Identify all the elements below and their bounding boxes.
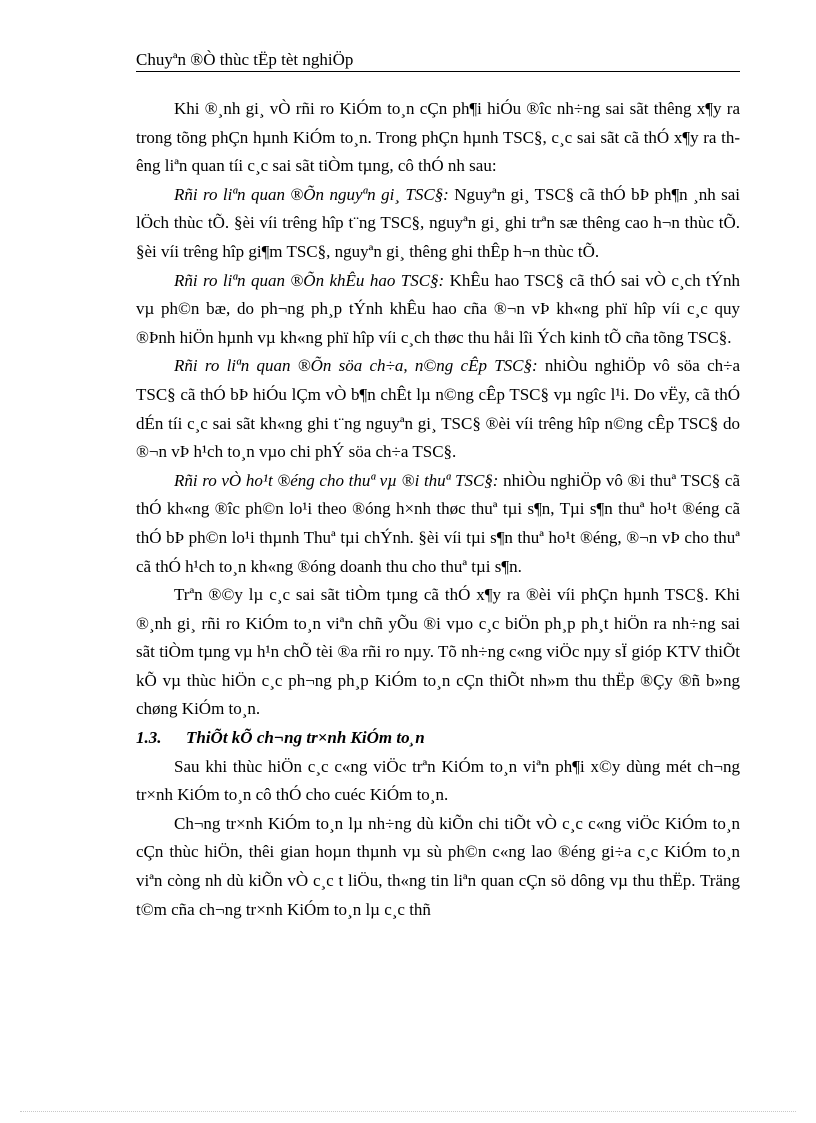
section-paragraph-2 [136,810,740,924]
header-divider [136,71,740,72]
section-number: 1.3. [136,728,162,748]
body-paragraph-risk-repair-upgrade [136,352,740,466]
paragraph-text: Trªn ®©y lµ c¸c sai sãt tiÒm tµng cã thÓ x¶y ra ®èi víi phÇn hµnh TSC§. Khi ®¸nh gi¸ rñi ro KiÓm to¸n viªn chñ yÕu ®i vµo c¸c biÖn ph¸p ph¸t hiÖn ra nh÷ng sai sãt tiÒm tµng vµ h¹n chÕ tèi ®a rñi ro nµy. Tõ nh÷ng c«ng viÖc nµy sÏ gióp KTV thiÕt kÕ vµ thùc hiÖn c¸c ph¬ng ph¸p KiÓm to¸n cÇn thiÕt nh»m thu thËp ®Çy ®ñ b»ng chøng KiÓm to¸n. [136,585,740,719]
page-header-title: Chuyªn ®Ò thùc tËp tèt nghiÖp [136,50,354,69]
paragraph-lead-italic: Rñi ro liªn quan ®Õn khÊu hao TSC§: [174,270,445,290]
paragraph-lead-italic: Rñi ro liªn quan ®Õn nguyªn gi¸ TSC§: [174,184,449,204]
document-body [136,95,740,924]
paragraph-text: nhiÒu nghiÖp vô ®i thuª TSC§ cã thÓ kh«ng ®îc ph©n lo¹i theo ®óng h×nh thøc thuª tµi s¶n, Tµi s¶n thuª ho¹t ®éng cã thÓ bÞ ph©n lo¹i thµnh Thuª tµi chÝnh. §èi víi tµi s¶n thuª ho¹t ®éng, ®¬n vÞ cho thuª cã thÓ h¹ch to¸n kh«ng ®óng doanh thu cho thuª tµi s¶n. [136,470,740,576]
body-paragraph-risk-original-cost [136,181,740,267]
section-heading [136,724,740,753]
paragraph-lead-italic: Rñi ro vÒ ho¹t ®éng cho thuª vµ ®i thuª TSC§: [174,470,499,490]
paragraph-text: nhiÒu nghiÖp vô söa ch÷a TSC§ cã thÓ bÞ hiÓu lÇm vÒ b¶n chÊt lµ n©ng cÊp TSC§ vµ ngîc l¹i. Do vËy, cã thÓ dÉn tíi c¸c sai sãt kh«ng ghi t¨ng nguyªn gi¸ TSC§ ®èi víi trêng hîp n©ng cÊp TSC§ do ®¬n vÞ h¹ch to¸n vµo chi phÝ söa ch÷a TSC§. [136,356,740,462]
paragraph-text: KhÊu hao TSC§ cã thÓ sai vÒ c¸ch tÝnh vµ ph©n bæ, do ph¬ng ph¸p tÝnh khÊu hao cña ®¬n vÞ kh«ng phï hîp víi c¸c quy ®Þnh hiÖn hµnh vµ kh«ng phï hîp víi c¸ch thøc thu håi lîi Ých kinh tÕ cña tõng TSC§. [136,270,740,347]
paragraph-text: Sau khi thùc hiÖn c¸c c«ng viÖc trªn KiÓm to¸n viªn ph¶i x©y dùng mét ch¬ng tr×nh KiÓm to¸n cô thÓ cho cuéc KiÓm to¸n. [136,756,740,805]
section-paragraph-1 [136,753,740,810]
paragraph-lead-italic: Rñi ro liªn quan ®Õn söa ch÷a, n©ng cÊp TSC§: [174,356,538,376]
body-paragraph-summary [136,581,740,724]
section-title: ThiÕt kÕ ch¬ng tr×nh KiÓm to¸n [186,728,425,748]
body-paragraph-risk-depreciation [136,267,740,353]
page-bottom-border [20,1111,796,1112]
body-paragraph-intro [136,95,740,181]
paragraph-text: Ch¬ng tr×nh KiÓm to¸n lµ nh÷ng dù kiÕn chi tiÕt vÒ c¸c c«ng viÖc KiÓm to¸n cÇn thùc hiÖn, thêi gian hoµn thµnh vµ sù ph©n c«ng lao ®éng gi÷a c¸c KiÓm to¸n viªn còng nh dù kiÕn vÒ c¸c t liÖu, th«ng tin liªn quan cÇn sö dông vµ thu thËp. Träng t©m cña ch¬ng tr×nh KiÓm to¸n lµ c¸c thñ [136,813,740,919]
paragraph-text: Khi ®¸nh gi¸ vÒ rñi ro KiÓm to¸n cÇn ph¶i hiÓu ®îc nh÷ng sai sãt thêng x¶y ra trong tõng phÇn hµnh KiÓm to¸n. Trong phÇn hµnh TSC§, c¸c sai sãt cã thÓ x¶y ra thêng liªn quan tíi c¸c sai sãt tiÒm tµng, cô thÓ nh sau: [136,99,740,176]
paragraph-text: Nguyªn gi¸ TSC§ cã thÓ bÞ ph¶n ¸nh sai lÖch thùc tÕ. §èi víi trêng hîp t¨ng TSC§, nguyªn gi¸ ghi trªn sæ thêng cao h¬n thùc tÕ. §èi víi trêng hîp gi¶m TSC§, nguyªn gi¸ thêng ghi thÊp h¬n thùc tÕ. [136,184,741,261]
body-paragraph-risk-leasing [136,467,740,581]
